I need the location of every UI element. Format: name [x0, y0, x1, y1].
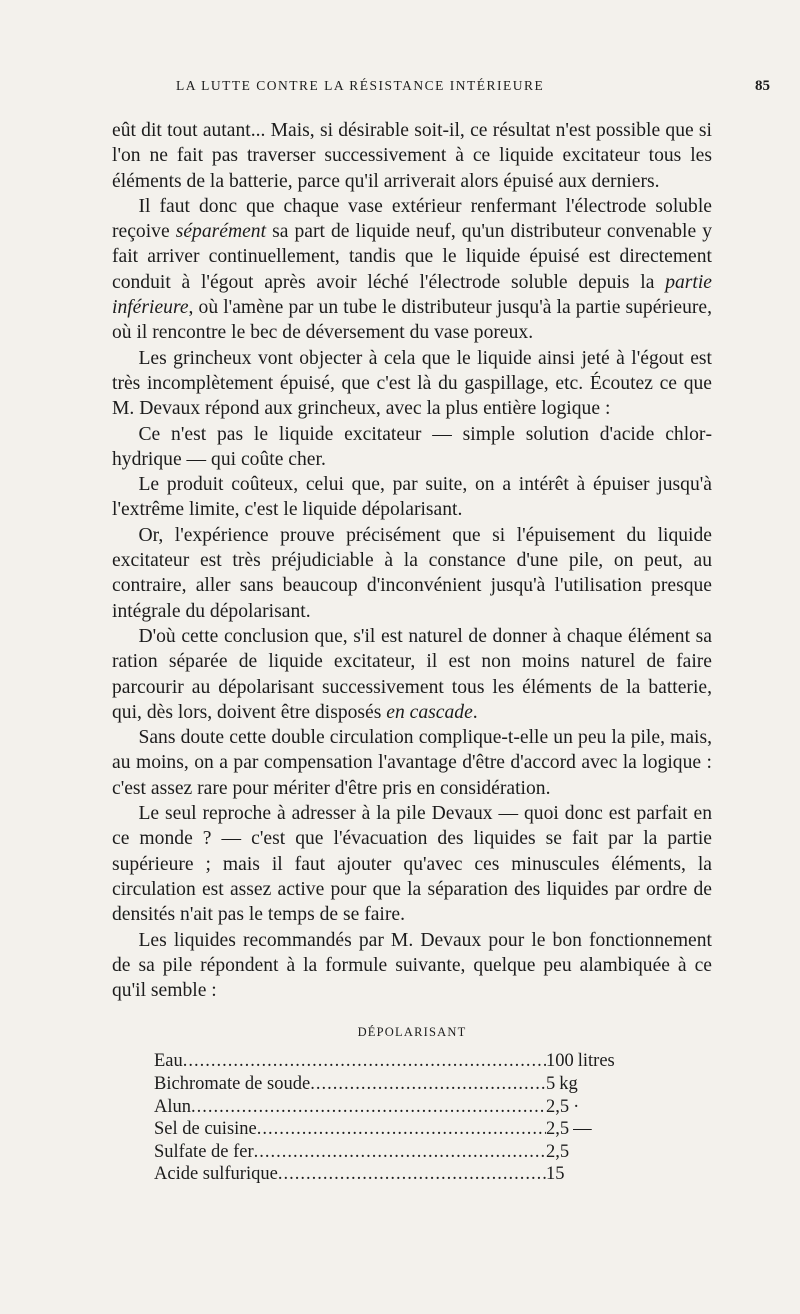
recipe-row [154, 1118, 634, 1141]
quantity-value: 5 [546, 1073, 556, 1094]
paragraph: eût dit tout autant... Mais, si désirable soit-il, ce résultat n'est possible que si l'on ne fait pas traverser successivement à ce liquide excitateur tous les éléments de la batterie, parce qu'il arriverait alors épuisé aux derniers. [112, 120, 712, 192]
quantity-value: 2,5 [546, 1119, 570, 1140]
ingredient-name: Eau [154, 1051, 183, 1072]
paragraph: Or, l'expérience prouve précisément que si l'épuisement du liquide excitateur est très préjudiciable à la constance d'une pile, on peut, au contraire, aller sans beaucoup d'inconvénient jusqu'à l'utilisation presque intégrale du dépolarisant. [112, 524, 712, 622]
ingredient-name: Sulfate de fer [154, 1141, 254, 1162]
paragraph: Les liquides recommandés par M. Devaux pour le bon fonctionnement de sa pile répondent à la formule suivante, quelque peu alambiquée à ce qu'il semble : [112, 929, 712, 1002]
paragraph: Les grincheux vont objecter à cela que le liquide ainsi jeté à l'égout est très incomplètement épuisé, que c'est là du gaspillage, etc. Écoutez ce que M. Devaux répond aux grincheux, avec la plus entière logique : [112, 347, 712, 420]
ingredient-name: Acide sulfurique [154, 1164, 278, 1185]
page-number: 85 [755, 78, 770, 94]
ingredient-quantity [546, 1096, 634, 1119]
quantity-unit: · [573, 1096, 580, 1117]
paragraph-text: sa part de liquide neuf, qu'un distributeur convenable y fait arriver continuellement, tandis que le liquide épuisé est directement conduit à l'égout après avoir léché l'électrode soluble depuis la [112, 221, 712, 293]
leader-dots [191, 1096, 546, 1119]
leader-dots [254, 1141, 546, 1164]
emphasis: en cascade [386, 701, 473, 723]
paragraph [112, 194, 712, 346]
leader-dots [257, 1118, 546, 1141]
recipe-row [154, 1163, 634, 1186]
paragraph-text: Il faut donc que chaque vase extérieur renfermant l'électrode soluble reçoive [112, 195, 712, 243]
ingredient-quantity [546, 1163, 634, 1186]
ingredient-quantity [546, 1118, 634, 1141]
recipe-row [154, 1073, 634, 1096]
paragraph-text: , où l'amène par un tube le distributeur jusqu'à la partie supérieure, où il rencontre le bec de déversement du vase poreux. [112, 297, 712, 344]
paragraph [112, 624, 712, 725]
quantity-unit: litres [577, 1051, 615, 1072]
emphasis: partie inférieure [112, 271, 712, 319]
quantity-unit: — [573, 1119, 592, 1140]
quantity-unit: kg [559, 1073, 578, 1094]
recipe-table [154, 1050, 634, 1186]
quantity-value: 100 [546, 1051, 574, 1072]
quantity-value: 2,5 [546, 1096, 570, 1117]
ingredient-quantity [546, 1050, 634, 1073]
paragraph-text: D'où cette conclusion que, s'il est naturel de donner à chaque élément sa ration séparée de liquide excitateur, il est non moins naturel de faire parcourir au dépolarisant successivement tous les éléments de la batterie, qui, dès lors, doivent être disposés [112, 625, 712, 723]
running-title: LA LUTTE CONTRE LA RÉSISTANCE INTÉRIEURE [176, 78, 545, 93]
ingredient-quantity [546, 1073, 634, 1096]
quantity-unit [569, 1142, 573, 1162]
leader-dots [278, 1163, 546, 1186]
emphasis: séparément [175, 221, 267, 243]
recipe-row [154, 1050, 634, 1073]
ingredient-name: Sel de cuisine [154, 1119, 257, 1140]
ingredient-name: Bichromate de soude [154, 1073, 311, 1094]
paragraph: Ce n'est pas le liquide excitateur — simple solution d'acide chlorhydrique — qui coûte cher. [112, 423, 712, 470]
page-body [112, 118, 712, 1186]
leader-dots [310, 1073, 546, 1096]
paragraph: Sans doute cette double circulation complique-t-elle un peu la pile, mais, au moins, on a par compensation l'avantage d'être d'accord avec la logique : c'est assez rare pour mériter d'être pris en considération. [112, 727, 712, 799]
ingredient-quantity [546, 1141, 634, 1164]
leader-dots [183, 1050, 546, 1073]
paragraph: Le produit coûteux, celui que, par suite, on a intérêt à épuiser jusqu'à l'extrême limite, c'est le liquide dépolarisant. [112, 474, 712, 521]
recipe-row [154, 1096, 634, 1119]
paragraph: Le seul reproche à adresser à la pile Devaux — quoi donc est parfait en ce monde ? — c'est que l'évacuation des liquides se fait par la partie supérieure ; mais il faut ajouter qu'avec ces minuscules éléments, la circulation est assez active pour que la séparation des liquides par ordre de densités n'ait pas le temps de se faire. [112, 803, 712, 926]
quantity-value: 15 [546, 1164, 565, 1185]
quantity-unit [565, 1164, 569, 1184]
paragraph-text: . [472, 701, 478, 723]
quantity-value: 2,5 [546, 1141, 570, 1162]
recipe-row [154, 1141, 634, 1164]
recipe-heading: DÉPOLARISANT [357, 1025, 467, 1040]
ingredient-name: Alun [154, 1096, 191, 1117]
